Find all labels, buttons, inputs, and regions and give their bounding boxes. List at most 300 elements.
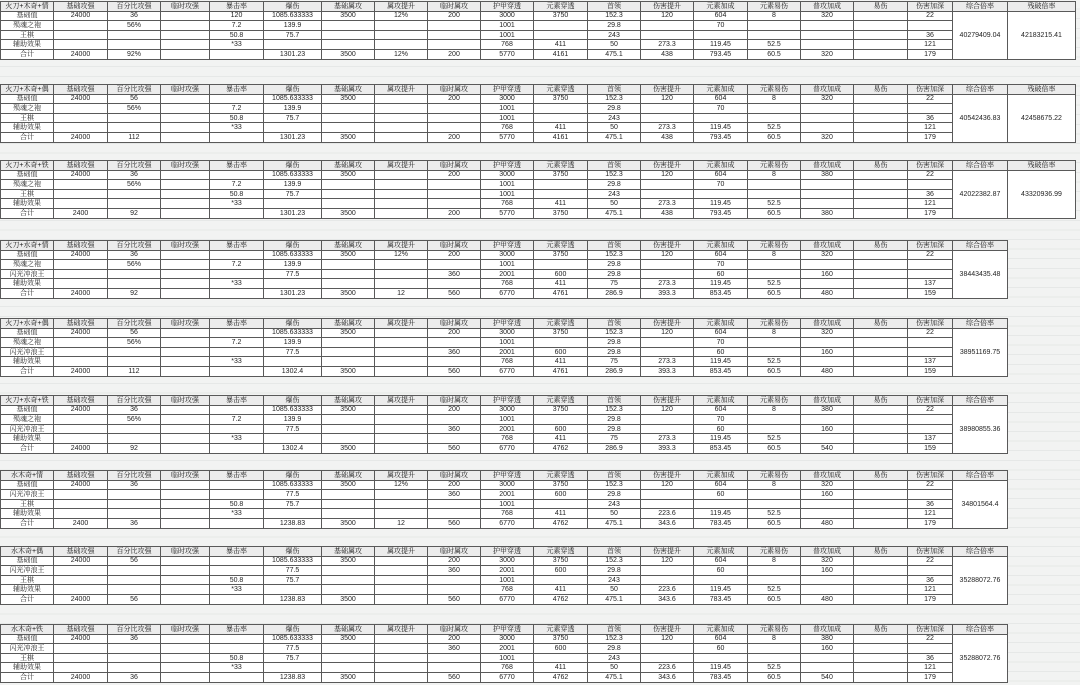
stat-cell[interactable]	[534, 189, 588, 199]
column-header[interactable]: 基础属攻	[322, 161, 375, 171]
column-header[interactable]: 伤害提升	[641, 625, 694, 635]
stat-cell[interactable]	[54, 490, 108, 500]
stat-cell[interactable]: 52.5	[748, 509, 801, 519]
stat-cell[interactable]: 6770	[481, 366, 534, 376]
stat-cell[interactable]: 77.5	[264, 566, 322, 576]
stat-cell[interactable]: 60.5	[748, 288, 801, 298]
stat-cell[interactable]	[161, 123, 210, 133]
stat-cell[interactable]	[801, 21, 854, 31]
stat-cell[interactable]	[854, 443, 908, 453]
column-header[interactable]: 百分比攻强	[108, 2, 161, 12]
stat-cell[interactable]	[210, 94, 264, 104]
stat-cell[interactable]: 12%	[375, 11, 428, 21]
stat-cell[interactable]	[108, 347, 161, 357]
stat-cell[interactable]	[54, 269, 108, 279]
stat-cell[interactable]: 3500	[322, 49, 375, 59]
column-header[interactable]: 爆伤	[264, 241, 322, 251]
column-header[interactable]: 护甲穿透	[481, 161, 534, 171]
stat-cell[interactable]	[375, 415, 428, 425]
stat-cell[interactable]: 36	[908, 30, 953, 40]
column-header[interactable]: 元素加成	[694, 471, 748, 481]
stat-cell[interactable]	[801, 279, 854, 289]
stat-cell[interactable]: 3500	[322, 250, 375, 260]
column-header[interactable]: 基础属攻	[322, 2, 375, 12]
stat-cell[interactable]: 139.9	[264, 260, 322, 270]
canpo-multiplier-cell[interactable]: 43320936.99	[1008, 170, 1076, 218]
column-header[interactable]: 百分比攻强	[108, 161, 161, 171]
column-header[interactable]: 基础属攻	[322, 319, 375, 329]
stat-cell[interactable]: 360	[428, 644, 481, 654]
composite-multiplier-cell[interactable]: 38951169.75	[953, 328, 1008, 376]
stat-cell[interactable]	[161, 11, 210, 21]
stat-cell[interactable]: 273.3	[641, 357, 694, 367]
stat-cell[interactable]: 36	[908, 189, 953, 199]
stat-cell[interactable]: 92	[108, 208, 161, 218]
stat-cell[interactable]	[161, 338, 210, 348]
stat-cell[interactable]: 768	[481, 279, 534, 289]
stat-cell[interactable]: 3750	[534, 170, 588, 180]
column-header[interactable]: 伤害提升	[641, 319, 694, 329]
stat-cell[interactable]	[641, 415, 694, 425]
stat-cell[interactable]: 243	[588, 653, 641, 663]
stat-cell[interactable]: 121	[908, 663, 953, 673]
stat-cell[interactable]: 1085.633333	[264, 634, 322, 644]
stat-cell[interactable]: 320	[801, 49, 854, 59]
stat-cell[interactable]	[54, 40, 108, 50]
column-header[interactable]: 易伤	[854, 241, 908, 251]
stat-cell[interactable]: 393.3	[641, 443, 694, 453]
stat-cell[interactable]	[641, 104, 694, 114]
stat-cell[interactable]	[854, 644, 908, 654]
stat-cell[interactable]: 52.5	[748, 585, 801, 595]
stat-cell[interactable]: 3500	[322, 518, 375, 528]
stat-cell[interactable]	[322, 279, 375, 289]
column-header[interactable]: 元素易伤	[748, 547, 801, 557]
stat-cell[interactable]: 50.8	[210, 113, 264, 123]
stat-cell[interactable]	[54, 509, 108, 519]
stat-cell[interactable]	[854, 269, 908, 279]
stat-cell[interactable]: 243	[588, 189, 641, 199]
stat-cell[interactable]: 56	[108, 328, 161, 338]
stat-cell[interactable]: 2001	[481, 490, 534, 500]
stat-cell[interactable]	[854, 509, 908, 519]
row-label[interactable]: 王棋	[1, 499, 54, 509]
stat-cell[interactable]: *33	[210, 123, 264, 133]
row-label[interactable]: 合计	[1, 518, 54, 528]
stat-cell[interactable]	[854, 30, 908, 40]
column-header[interactable]: 伤害提升	[641, 161, 694, 171]
stat-cell[interactable]: 160	[801, 269, 854, 279]
stat-cell[interactable]: 139.9	[264, 415, 322, 425]
column-header[interactable]: 伤害加深	[908, 625, 953, 635]
stat-cell[interactable]	[161, 405, 210, 415]
stat-cell[interactable]	[534, 30, 588, 40]
column-header[interactable]: 伤害加深	[908, 547, 953, 557]
stat-cell[interactable]: 77.5	[264, 269, 322, 279]
row-label[interactable]: 辅助效果	[1, 585, 54, 595]
stat-cell[interactable]: 3500	[322, 366, 375, 376]
stat-cell[interactable]: 36	[108, 11, 161, 21]
column-header[interactable]: 普攻加成	[801, 2, 854, 12]
column-header[interactable]: 基础攻强	[54, 161, 108, 171]
stat-cell[interactable]: 3000	[481, 634, 534, 644]
stat-cell[interactable]: 159	[908, 443, 953, 453]
column-header[interactable]: 临时攻强	[161, 625, 210, 635]
stat-cell[interactable]: 4762	[534, 518, 588, 528]
stat-cell[interactable]	[210, 288, 264, 298]
stat-cell[interactable]: 4761	[534, 288, 588, 298]
stat-cell[interactable]: 1085.633333	[264, 250, 322, 260]
stat-cell[interactable]	[210, 170, 264, 180]
stat-cell[interactable]	[641, 575, 694, 585]
stat-cell[interactable]: 3750	[534, 556, 588, 566]
row-label[interactable]: 合计	[1, 366, 54, 376]
stat-cell[interactable]: *33	[210, 434, 264, 444]
column-header[interactable]: 属攻提升	[375, 85, 428, 95]
stat-cell[interactable]: 137	[908, 279, 953, 289]
stat-cell[interactable]	[322, 347, 375, 357]
stat-cell[interactable]	[375, 347, 428, 357]
row-label[interactable]: 基础值	[1, 480, 54, 490]
combo-header[interactable]: 水木奇+偶	[1, 547, 54, 557]
stat-cell[interactable]: 121	[908, 199, 953, 209]
stat-cell[interactable]	[264, 434, 322, 444]
stat-cell[interactable]: 3500	[322, 594, 375, 604]
stat-cell[interactable]: 29.8	[588, 260, 641, 270]
stat-cell[interactable]: 75.7	[264, 30, 322, 40]
stat-cell[interactable]: 29.8	[588, 21, 641, 31]
stat-cell[interactable]: 179	[908, 49, 953, 59]
stat-cell[interactable]: 70	[694, 260, 748, 270]
column-header[interactable]: 属攻提升	[375, 625, 428, 635]
column-header[interactable]: 元素穿透	[534, 319, 588, 329]
stat-cell[interactable]: 29.8	[588, 424, 641, 434]
stat-cell[interactable]: 56%	[108, 180, 161, 190]
stat-cell[interactable]	[375, 509, 428, 519]
row-label[interactable]: 闪光冲浪王	[1, 490, 54, 500]
stat-cell[interactable]	[108, 644, 161, 654]
stat-cell[interactable]: 56	[108, 94, 161, 104]
stat-cell[interactable]: 3500	[322, 443, 375, 453]
column-header[interactable]: 护甲穿透	[481, 2, 534, 12]
stat-cell[interactable]	[375, 94, 428, 104]
stat-cell[interactable]: 12	[375, 518, 428, 528]
stat-cell[interactable]	[801, 260, 854, 270]
stat-cell[interactable]: 853.45	[694, 366, 748, 376]
stat-cell[interactable]	[801, 415, 854, 425]
stat-cell[interactable]: 4161	[534, 132, 588, 142]
stat-cell[interactable]: 411	[534, 199, 588, 209]
stat-cell[interactable]: 24000	[54, 480, 108, 490]
column-header-composite[interactable]: 综合倍率	[953, 85, 1008, 95]
stat-cell[interactable]	[375, 189, 428, 199]
stat-cell[interactable]	[161, 443, 210, 453]
stat-cell[interactable]: 286.9	[588, 443, 641, 453]
stat-cell[interactable]	[54, 585, 108, 595]
column-header[interactable]: 元素加成	[694, 241, 748, 251]
stat-cell[interactable]: 92	[108, 288, 161, 298]
stat-cell[interactable]	[161, 357, 210, 367]
stat-cell[interactable]	[322, 585, 375, 595]
stat-cell[interactable]: 4762	[534, 594, 588, 604]
stat-cell[interactable]: 783.45	[694, 518, 748, 528]
stat-cell[interactable]	[161, 644, 210, 654]
stat-cell[interactable]	[748, 260, 801, 270]
stat-cell[interactable]: 3500	[322, 132, 375, 142]
stat-cell[interactable]	[748, 21, 801, 31]
stat-cell[interactable]	[854, 208, 908, 218]
column-header[interactable]: 伤害提升	[641, 241, 694, 251]
stat-cell[interactable]: 152.3	[588, 634, 641, 644]
stat-cell[interactable]	[854, 594, 908, 604]
canpo-multiplier-cell[interactable]: 42183215.41	[1008, 11, 1076, 59]
combo-header[interactable]: 火刀+水奇+铁	[1, 396, 54, 406]
stat-cell[interactable]: *33	[210, 40, 264, 50]
row-label[interactable]: 合计	[1, 208, 54, 218]
combo-header[interactable]: 火刀+木奇+偶	[1, 85, 54, 95]
stat-cell[interactable]	[534, 575, 588, 585]
stat-cell[interactable]	[210, 366, 264, 376]
stat-cell[interactable]: 70	[694, 104, 748, 114]
stat-cell[interactable]: 1001	[481, 104, 534, 114]
stat-cell[interactable]: 600	[534, 644, 588, 654]
stat-cell[interactable]	[161, 21, 210, 31]
stat-cell[interactable]	[108, 199, 161, 209]
stat-cell[interactable]	[854, 556, 908, 566]
stat-cell[interactable]	[375, 566, 428, 576]
stat-cell[interactable]	[854, 40, 908, 50]
column-header[interactable]: 属攻提升	[375, 396, 428, 406]
stat-cell[interactable]: 77.5	[264, 490, 322, 500]
stat-cell[interactable]: 152.3	[588, 94, 641, 104]
column-header[interactable]: 基础属攻	[322, 241, 375, 251]
stat-cell[interactable]	[108, 434, 161, 444]
stat-cell[interactable]: 60	[694, 347, 748, 357]
stat-cell[interactable]: 119.45	[694, 123, 748, 133]
stat-cell[interactable]: 2400	[54, 208, 108, 218]
stat-cell[interactable]: 1238.83	[264, 594, 322, 604]
stat-cell[interactable]: 5770	[481, 208, 534, 218]
column-header[interactable]: 易伤	[854, 2, 908, 12]
stat-cell[interactable]: 3500	[322, 288, 375, 298]
stat-cell[interactable]	[210, 594, 264, 604]
stat-cell[interactable]: 8	[748, 405, 801, 415]
stat-cell[interactable]	[264, 279, 322, 289]
stat-cell[interactable]	[748, 347, 801, 357]
stat-cell[interactable]	[854, 288, 908, 298]
stat-cell[interactable]	[694, 653, 748, 663]
stat-cell[interactable]: 600	[534, 347, 588, 357]
stat-cell[interactable]	[322, 40, 375, 50]
stat-cell[interactable]	[801, 104, 854, 114]
stat-cell[interactable]	[108, 40, 161, 50]
stat-cell[interactable]	[375, 672, 428, 682]
combo-header[interactable]: 火刀+木奇+铁	[1, 161, 54, 171]
stat-cell[interactable]	[210, 424, 264, 434]
stat-cell[interactable]: 29.8	[588, 180, 641, 190]
column-header[interactable]: 基础属攻	[322, 547, 375, 557]
stat-cell[interactable]: 22	[908, 94, 953, 104]
stat-cell[interactable]: 24000	[54, 443, 108, 453]
column-header[interactable]: 属攻提升	[375, 241, 428, 251]
stat-cell[interactable]	[54, 123, 108, 133]
stat-cell[interactable]	[375, 30, 428, 40]
stat-cell[interactable]: 179	[908, 594, 953, 604]
stat-cell[interactable]: 223.6	[641, 663, 694, 673]
column-header[interactable]: 易伤	[854, 161, 908, 171]
column-header[interactable]: 元素加成	[694, 625, 748, 635]
stat-cell[interactable]	[54, 415, 108, 425]
stat-cell[interactable]: 6770	[481, 443, 534, 453]
column-header[interactable]: 护甲穿透	[481, 85, 534, 95]
stat-cell[interactable]: 36	[108, 634, 161, 644]
stat-cell[interactable]: 3500	[322, 634, 375, 644]
stat-cell[interactable]: 200	[428, 208, 481, 218]
column-header[interactable]: 临时攻强	[161, 85, 210, 95]
column-header[interactable]: 普攻加成	[801, 319, 854, 329]
stat-cell[interactable]: 243	[588, 499, 641, 509]
column-header[interactable]: 伤害提升	[641, 396, 694, 406]
stat-cell[interactable]: 200	[428, 11, 481, 21]
stat-cell[interactable]: 393.3	[641, 288, 694, 298]
stat-cell[interactable]	[264, 357, 322, 367]
column-header-composite[interactable]: 综合倍率	[953, 2, 1008, 12]
column-header[interactable]: 普攻加成	[801, 241, 854, 251]
row-label[interactable]: 王棋	[1, 189, 54, 199]
stat-cell[interactable]	[801, 30, 854, 40]
row-label[interactable]: 殒魂之袍	[1, 260, 54, 270]
row-label[interactable]: 辅助效果	[1, 279, 54, 289]
stat-cell[interactable]: 121	[908, 509, 953, 519]
stat-cell[interactable]	[854, 634, 908, 644]
stat-cell[interactable]	[854, 328, 908, 338]
stat-cell[interactable]	[854, 490, 908, 500]
stat-cell[interactable]: 8	[748, 94, 801, 104]
stat-cell[interactable]	[854, 260, 908, 270]
stat-cell[interactable]: 75	[588, 434, 641, 444]
stat-cell[interactable]: 77.5	[264, 347, 322, 357]
stat-cell[interactable]: 243	[588, 30, 641, 40]
stat-cell[interactable]: 29.8	[588, 104, 641, 114]
stat-cell[interactable]: 3750	[534, 250, 588, 260]
stat-cell[interactable]: 1001	[481, 653, 534, 663]
column-header[interactable]: 爆伤	[264, 625, 322, 635]
stat-cell[interactable]: 52.5	[748, 434, 801, 444]
stat-cell[interactable]: 6770	[481, 518, 534, 528]
stat-cell[interactable]: 3500	[322, 480, 375, 490]
stat-cell[interactable]	[161, 132, 210, 142]
stat-cell[interactable]: 343.6	[641, 594, 694, 604]
column-header[interactable]: 伤害加深	[908, 241, 953, 251]
stat-cell[interactable]: 24000	[54, 672, 108, 682]
stat-cell[interactable]	[748, 566, 801, 576]
column-header[interactable]: 元素穿透	[534, 396, 588, 406]
stat-cell[interactable]	[375, 634, 428, 644]
stat-cell[interactable]: 24000	[54, 132, 108, 142]
stat-cell[interactable]: 36	[108, 170, 161, 180]
stat-cell[interactable]: 3500	[322, 94, 375, 104]
stat-cell[interactable]	[210, 443, 264, 453]
row-label[interactable]: 殒魂之袍	[1, 415, 54, 425]
stat-cell[interactable]: 139.9	[264, 180, 322, 190]
stat-cell[interactable]: 119.45	[694, 663, 748, 673]
stat-cell[interactable]: 2400	[54, 518, 108, 528]
stat-cell[interactable]	[210, 566, 264, 576]
stat-cell[interactable]: 121	[908, 585, 953, 595]
column-header[interactable]: 临时攻强	[161, 2, 210, 12]
stat-cell[interactable]: 360	[428, 566, 481, 576]
stat-cell[interactable]: 320	[801, 94, 854, 104]
column-header[interactable]: 元素加成	[694, 319, 748, 329]
stat-cell[interactable]: 29.8	[588, 490, 641, 500]
stat-cell[interactable]: 29.8	[588, 347, 641, 357]
column-header-canpo[interactable]: 残破倍率	[1008, 2, 1076, 12]
stat-cell[interactable]: 1001	[481, 30, 534, 40]
column-header[interactable]: 基础属攻	[322, 625, 375, 635]
stat-cell[interactable]: 475.1	[588, 518, 641, 528]
column-header[interactable]: 伤害提升	[641, 547, 694, 557]
stat-cell[interactable]: *33	[210, 509, 264, 519]
row-label[interactable]: 辅助效果	[1, 509, 54, 519]
stat-cell[interactable]: 438	[641, 49, 694, 59]
stat-cell[interactable]	[322, 113, 375, 123]
stat-cell[interactable]	[428, 434, 481, 444]
stat-cell[interactable]: 411	[534, 509, 588, 519]
column-header[interactable]: 易伤	[854, 625, 908, 635]
stat-cell[interactable]	[854, 189, 908, 199]
row-label[interactable]: 殒魂之袍	[1, 338, 54, 348]
stat-cell[interactable]	[801, 40, 854, 50]
column-header[interactable]: 首领	[588, 241, 641, 251]
row-label[interactable]: 闪光冲浪王	[1, 347, 54, 357]
stat-cell[interactable]: 360	[428, 424, 481, 434]
stat-cell[interactable]	[854, 279, 908, 289]
stat-cell[interactable]	[641, 269, 694, 279]
stat-cell[interactable]: 56	[108, 556, 161, 566]
stat-cell[interactable]	[161, 575, 210, 585]
stat-cell[interactable]	[854, 250, 908, 260]
stat-cell[interactable]: 200	[428, 94, 481, 104]
column-header[interactable]: 伤害加深	[908, 396, 953, 406]
stat-cell[interactable]	[641, 113, 694, 123]
stat-cell[interactable]: 120	[641, 250, 694, 260]
stat-cell[interactable]	[210, 347, 264, 357]
column-header[interactable]: 元素加成	[694, 161, 748, 171]
stat-cell[interactable]	[108, 575, 161, 585]
stat-cell[interactable]	[801, 180, 854, 190]
stat-cell[interactable]	[375, 132, 428, 142]
stat-cell[interactable]: 92	[108, 443, 161, 453]
stat-cell[interactable]: 1001	[481, 575, 534, 585]
stat-cell[interactable]: 1302.4	[264, 366, 322, 376]
stat-cell[interactable]: 120	[641, 634, 694, 644]
stat-cell[interactable]	[108, 123, 161, 133]
column-header[interactable]: 首领	[588, 319, 641, 329]
stat-cell[interactable]: 243	[588, 575, 641, 585]
stat-cell[interactable]: 8	[748, 556, 801, 566]
stat-cell[interactable]: 3000	[481, 250, 534, 260]
stat-cell[interactable]	[322, 424, 375, 434]
stat-cell[interactable]: 380	[801, 405, 854, 415]
column-header[interactable]: 伤害加深	[908, 161, 953, 171]
stat-cell[interactable]	[322, 653, 375, 663]
column-header[interactable]: 基础攻强	[54, 241, 108, 251]
stat-cell[interactable]	[641, 189, 694, 199]
stat-cell[interactable]: 768	[481, 199, 534, 209]
stat-cell[interactable]: 343.6	[641, 672, 694, 682]
stat-cell[interactable]: 4762	[534, 443, 588, 453]
column-header-composite[interactable]: 综合倍率	[953, 625, 1008, 635]
